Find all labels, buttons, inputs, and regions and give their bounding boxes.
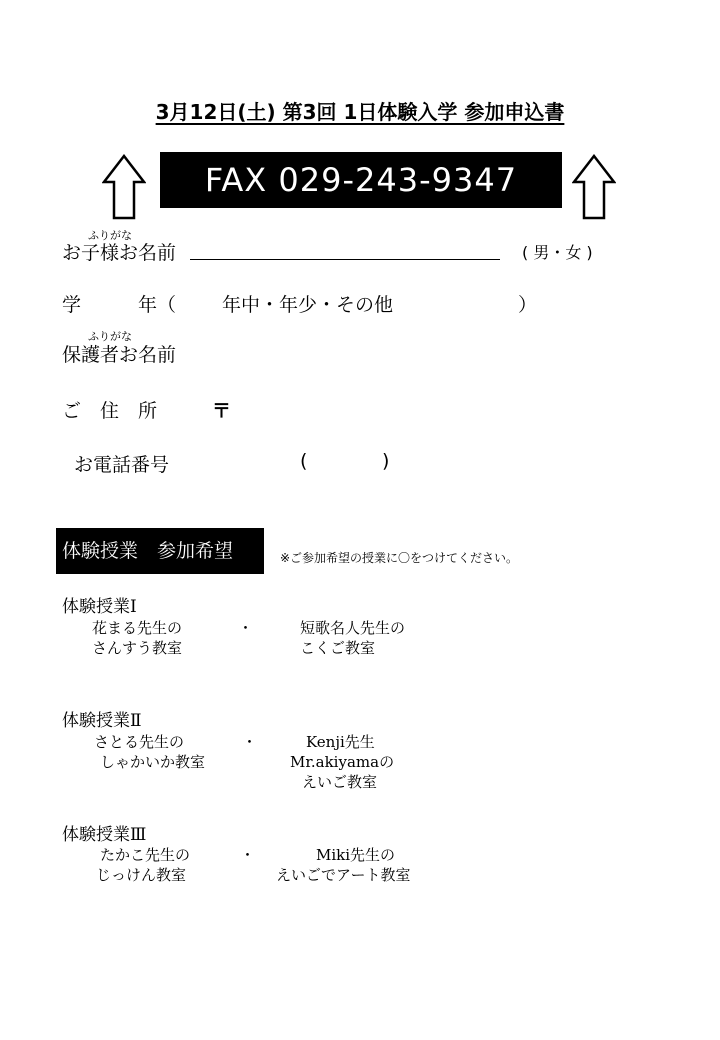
class-1-heading: 体験授業Ⅰ: [62, 597, 137, 617]
class-2-right-line-2[interactable]: Mr.akiyamaの: [290, 753, 395, 771]
phone-open-paren: (: [300, 450, 308, 472]
class-3-right-line-1[interactable]: Miki先生の: [316, 846, 396, 864]
child-name-label: お子様お名前: [62, 242, 177, 264]
class-1-separator: ・: [238, 619, 254, 637]
phone-label: お電話番号: [74, 454, 170, 476]
grade-close-paren: ）: [518, 294, 538, 316]
section-note: ※ご参加希望の授業に〇をつけてください。: [280, 551, 519, 565]
address-label: ご 住 所: [62, 400, 158, 422]
class-1-right-line-1[interactable]: 短歌名人先生の: [300, 619, 406, 637]
class-1-right-line-2[interactable]: こくご教室: [300, 639, 376, 657]
up-arrow-icon: [572, 154, 616, 220]
class-3-left-line-1[interactable]: たかこ先生の: [100, 846, 191, 864]
phone-close-paren: ): [382, 450, 390, 472]
page-title: 3月12日(土) 第3回 1日体験入学 参加申込書: [155, 100, 565, 124]
guardian-name-ruby: ふりがな: [88, 330, 132, 343]
class-2-heading: 体験授業Ⅱ: [62, 711, 142, 731]
class-2-right-line-3[interactable]: えいご教室: [302, 773, 378, 791]
section-heading: 体験授業 参加希望: [56, 528, 264, 574]
class-1-left-line-1[interactable]: 花まる先生の: [92, 619, 183, 637]
gender-choice[interactable]: ( 男・女 ): [522, 243, 593, 262]
class-2-separator: ・: [242, 733, 258, 751]
class-2-left-line-1[interactable]: さとる先生の: [94, 733, 185, 751]
child-name-field[interactable]: [190, 259, 500, 260]
guardian-name-label: 保護者お名前: [62, 344, 177, 366]
class-3-right-line-2[interactable]: えいごでアート教室: [276, 866, 411, 884]
child-name-ruby: ふりがな: [88, 229, 132, 242]
class-3-left-line-2[interactable]: じっけん教室: [96, 866, 187, 884]
postal-mark: 〒: [212, 400, 232, 422]
class-2-right-line-1[interactable]: Kenji先生: [306, 733, 375, 751]
grade-label: 学 年（: [62, 294, 177, 316]
class-3-heading: 体験授業Ⅲ: [62, 825, 147, 845]
fax-number-banner: FAX 029-243-9347: [160, 152, 562, 208]
class-2-left-line-2[interactable]: しゃかいか教室: [100, 753, 206, 771]
class-1-left-line-2[interactable]: さんすう教室: [92, 639, 183, 657]
up-arrow-icon: [102, 154, 146, 220]
class-3-separator: ・: [240, 846, 256, 864]
grade-options[interactable]: 年中・年少・その他: [222, 294, 394, 316]
